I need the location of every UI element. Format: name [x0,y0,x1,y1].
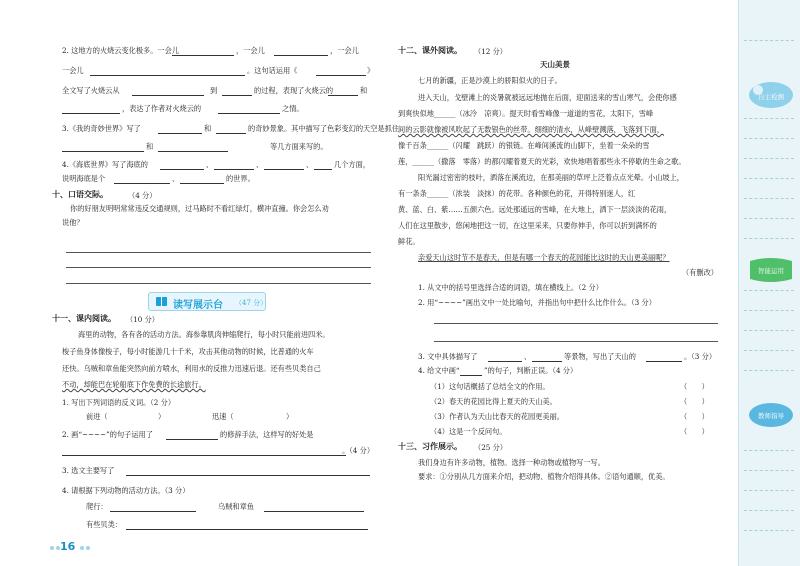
story-line: 进入天山，戈壁滩上的炎暑就被远远地抛在后面，迎面送来的雪山寒气，会使你感 [418,93,677,102]
note-line [744,510,794,511]
answer-line[interactable] [434,323,718,324]
sec12-q3-blank2[interactable] [532,361,562,362]
sec11-q3-blank[interactable] [126,475,370,476]
q2-blank1[interactable] [172,55,234,56]
sec11-q2-blank1[interactable] [166,439,218,440]
q2-blank3[interactable] [90,75,245,76]
note-line [744,218,794,219]
banner-score: （47 分） [235,299,268,307]
sidebar-badge-2 [746,255,796,285]
q2-line1: 2. 这地方的火烧云变化极多。一会儿 [62,46,179,55]
sec13-line1: 我们身边有许多动物，植物。选择一种动物或植物写一写。 [418,458,605,467]
q2-line3b: 到 [210,86,218,95]
book-icon [155,295,168,308]
q2-blank6[interactable] [222,95,252,96]
q2-line2b: 。这句话运用《 [247,66,298,75]
q2-line2c: 》 [367,66,375,75]
q2-line3c: 的过程，表现了火烧云的 [254,86,334,95]
note-line [744,158,794,159]
story-line: 人们在这里散步，悠闲地把这一切，在这里采来，只要你伸手，你可以折到满怀的 [398,221,657,230]
q2-line1b: ，一会儿 [236,46,265,55]
sec11-q1a: 前进（ [86,412,108,421]
sec12-q3score: 。（3 分） [684,352,717,361]
q3-line1: 3.《我的奇妙世界》写了 [62,124,141,133]
q2-blank9[interactable] [218,113,280,114]
story-author: （有删改） [682,268,718,277]
story-line: 亲爱天山这时节不是春天，但是有哪一个春天的花园能比这时的天山更美丽呢？ [418,253,670,262]
story-line: 黄、蓝、白、紫……五颜六色。远处那遥远的雪峰，在大地上，洒下一层淡淡的花雨， [398,205,672,214]
decor-dot [50,546,54,550]
q2-blank2[interactable] [274,55,328,56]
sec12-q3: 3. 文中具体描写了 [418,352,478,361]
sidebar-badge-3 [746,400,796,430]
sidebar-badge-1 [746,80,796,110]
q3-line2b: 和 [146,142,154,151]
sidebar-badge-3-label: 教师指导 [758,412,784,420]
sec12-q2: 2. 用“~~~~”画出文中一处比喻句，并指出句中把什么比作什么。（3 分） [418,298,656,307]
answer-line[interactable] [66,267,371,268]
passage-line: 不动，却能巴在轮船底下作免费的长途旅行。 [62,380,206,389]
note-line [744,450,794,451]
sec11-q1d: ） [286,412,294,421]
q2-line4c: 之情。 [282,104,304,113]
passage-line: 梭子鱼身体像梭子，每小时能游几十千米，攻击其他动物的时候，比普通的火车 [62,347,314,356]
banner-title: 读写展示台 [173,300,223,311]
note-line [744,490,794,491]
q2-line3: 全文写了火烧云从 [62,86,120,95]
sidebar-badge-2-label: 智能运用 [758,267,784,275]
sec12-q3-blank1[interactable] [488,361,522,362]
sec11-q4a: 爬行： [86,502,108,511]
sec11-q4-blank1[interactable] [110,511,196,512]
sec12-q3b: 、 [524,352,532,361]
answer-line[interactable] [66,252,371,253]
q4-line2c: 的世界。 [226,174,255,183]
q4-blank4[interactable] [314,169,332,170]
sec12-score: （12 分） [474,47,507,56]
sidebar-badge-1-label: 自主检测 [758,93,784,101]
sec12-title: 十二、课外阅读。 [398,46,462,55]
sec11-q4-blank2[interactable] [264,511,364,512]
q2-blank8[interactable] [62,113,120,114]
sec11-q2: 2. 画“~~~~”的句子运用了 [62,430,153,439]
q3-blank3[interactable] [62,151,144,152]
story-line: 莲，______（撒落 零落）的都闪耀着夏天的光彩，欢快地唱着那些永不停歇的生命之歌。 [398,157,686,166]
note-line [744,370,794,371]
note-line [744,40,794,41]
q4-blank1[interactable] [160,169,204,170]
sec11-q1: 1. 写出下列词语的反义词。（2 分） [62,398,176,407]
sec11-title: 十一、课内阅读。 [52,314,116,323]
story-line: 间的云影就像被风吹起了无数银色的丝带。细细的清水，从峰壁溅落，飞落到下面， [398,125,664,134]
q3-line2c: 等几方面来写的。 [270,142,328,151]
judge-paren-3[interactable]: （ ） [680,412,709,421]
note-line [744,118,794,119]
sec13-score: （25 分） [474,443,507,452]
q4-line1e: 几个方面， [334,160,370,169]
sec11-q2-blank2[interactable] [62,455,346,456]
q3-line1c: 的奇妙景象。其中描写了色彩变幻的天空是抓住 [248,124,399,133]
q4-blank3[interactable] [264,169,304,170]
note-line [744,290,794,291]
judge-paren-1[interactable]: （ ） [680,382,709,391]
decor-dot [86,546,90,550]
q2-blank7[interactable] [328,95,358,96]
story-line: 鲜花。 [398,237,420,246]
page-number: 16 [60,540,76,553]
sec11-q2b: 的修辞手法，这样写的好处是 [220,430,314,439]
sec12-q3-blank3[interactable] [646,361,682,362]
note-line [744,178,794,179]
q3-blank2[interactable] [216,133,246,134]
q4-line1: 4.《海底世界》写了海底的 [62,160,148,169]
note-line [744,310,794,311]
reading-writing-banner [148,292,266,311]
q4-blank6[interactable] [180,183,224,184]
sec13-title: 十三、习作展示。 [398,442,462,451]
note-line [744,238,794,239]
q3-blank1[interactable] [158,133,202,134]
sec10-line1: 你的好朋友明明常常违反交通规则，过马路时不看红绿灯，横冲直撞。你会怎么劝 [70,204,329,213]
sec11-q4: 4. 请根据下列动物的活动方法。（3 分） [62,486,190,495]
story-title: 天山美景 [540,60,570,69]
q4-line1c: 、 [256,160,264,169]
sec11-q1c: 迅速（ [212,412,234,421]
judge-item-1: （1）这句话概括了总结全文的作用。 [430,382,550,391]
sec12-q4: 4. 给文中画“ [418,366,460,375]
sec12-q1: 1. 从文中的括号里选择合适的词语，填在横线上。（2 分） [418,283,603,292]
judge-paren-2[interactable]: （ ） [680,397,709,406]
q4-line2b: 、 [172,174,180,183]
q3-blank4[interactable] [158,151,228,152]
sec10-line2: 说他？ [62,218,84,227]
passage-line: 还快。乌贼和章鱼能突然向前方喷水，利用水的反推力迅速后退。还有些贝类自己 [62,364,321,373]
judge-item-3: （3）作者认为天山比春天的花园更美丽。 [430,412,564,421]
sec13-line2: 要求：①分别从几方面来介绍，把动物、植物介绍得具体。②语句通顺，优美。 [418,472,670,481]
q4-line2: 说明海底是个 [62,174,106,183]
q4-blank5[interactable] [114,183,170,184]
sec10-score: （4 分） [128,191,157,200]
sec10-title: 十、口语交际。 [52,190,108,199]
q2-line2: 一会儿 [62,66,84,75]
note-line [744,198,794,199]
sec11-q1b: ） [158,412,166,421]
decor-dot [80,546,84,550]
story-line: 有一条条______（浓装 淡抹）的花带。各种颜色的花，开得特别迷人，红 [398,189,636,198]
story-line: 像千百条______（闪耀 跳跃）的银链。在峰间溪流的山脚下，坐着一朵朵的雪 [398,141,650,150]
sec12-q3c: 等景物，写出了天山的 [564,352,636,361]
note-line [744,470,794,471]
answer-line[interactable] [66,283,371,284]
sec12-q4-mark [460,375,482,376]
q2-line1c: ，一会儿 [330,46,359,55]
story-line: 到爽快似地______（冰冷 凉爽）。提天时看雪峰像一道道的雪花，太阳下，雪峰 [398,109,654,118]
passage-line: 海里的动物，各有各的活动方法。海参靠肌肉伸缩爬行，每小时只能前进四米。 [78,330,330,339]
q2-line4b: ，表达了作者对火烧云的 [122,104,202,113]
q3-line1b: 和 [204,124,212,133]
sec11-score: （10 分） [126,315,159,324]
sec11-q4b: 乌贼和章鱼 [218,502,254,511]
note-line [744,330,794,331]
note-line [744,138,794,139]
q2-line3d: 和 [360,86,368,95]
q2-blank5[interactable] [132,95,204,96]
sec11-q4c: 有些贝类： [86,520,122,529]
note-line [744,350,794,351]
judge-item-4: （4）这是一个反问句。 [430,427,507,436]
q2-blank4[interactable] [316,75,366,76]
note-line [744,530,794,531]
q4-line1d: 、 [306,160,314,169]
judge-paren-4[interactable]: （ ） [680,427,709,436]
sec11-q3: 3. 选文主要写了 [62,466,115,475]
answer-line[interactable] [434,341,718,342]
sec11-q2score: 。（4 分） [342,446,375,455]
sec12-q4b: ”的句子，判断正误。（4 分） [484,366,578,375]
judge-item-2: （2）春天的花园比得上夏天的天山美。 [430,397,557,406]
sec11-q4-blank3[interactable] [126,529,368,530]
q4-blank2[interactable] [214,169,254,170]
q4-line1b: 、 [206,160,214,169]
story-line: 阳光漏过密密的枝叶，洒落在溪流边，在那美丽的草坪上泛着点点光晕。小山坡上， [418,173,684,182]
story-line: 七月的新疆，正是沙漠上的骄阳似火的日子。 [418,76,562,85]
